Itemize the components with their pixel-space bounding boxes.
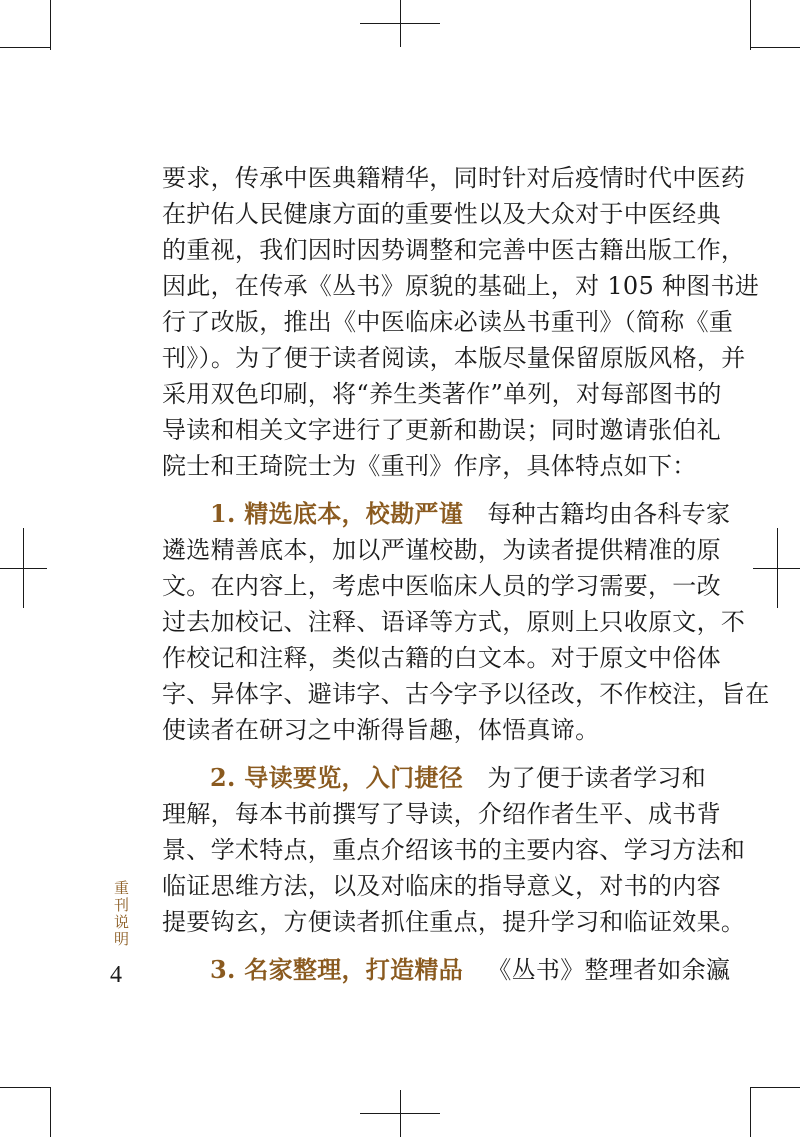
paragraph-line: 要求，传承中医典籍精华，同时针对后疫情时代中医药 — [162, 164, 746, 192]
crop-mark — [50, 1087, 51, 1137]
crop-mark — [750, 47, 800, 48]
paragraph-line: 刊》）。为了便于读者阅读，本版尽量保留原版风格，并 — [162, 344, 746, 372]
section-first-line — [162, 496, 731, 532]
paragraph-line: 过去加校记、注释、语译等方式，原则上只收原文，不 — [162, 608, 746, 636]
section-text: 为了便于读者学习和 — [487, 764, 707, 792]
paragraph-line: 景、学术特点，重点介绍该书的主要内容、学习方法和 — [162, 836, 746, 864]
paragraph-line: 导读和相关文字进行了更新和勘误；同时邀请张伯礼 — [162, 416, 721, 444]
crop-mark — [0, 1087, 50, 1088]
running-section-label: 重刊说明 — [112, 880, 130, 948]
paragraph-line: 文。在内容上，考虑中医临床人员的学习需要，一改 — [162, 572, 721, 600]
crop-mark — [400, 0, 401, 47]
crop-mark — [50, 0, 51, 50]
paragraph-line: 因此，在传承《丛书》原貌的基础上，对 105 种图书进 — [162, 272, 760, 300]
section-heading: 2. 导读要览，入门捷径 — [210, 763, 464, 792]
section-first-line — [162, 952, 731, 988]
paragraph-line: 作校记和注释，类似古籍的白文本。对于原文中俗体 — [162, 644, 721, 672]
paragraph-line: 采用双色印刷，将“养生类著作”单列，对每部图书的 — [162, 380, 722, 408]
crop-mark — [400, 1090, 401, 1137]
paragraph-line: 院士和王琦院士为《重刊》作序，具体特点如下： — [162, 452, 697, 480]
crop-mark — [0, 47, 50, 48]
paragraph-line: 遴选精善底本，加以严谨校勘，为读者提供精准的原 — [162, 536, 721, 564]
paragraph-line: 使读者在研习之中渐得旨趣，体悟真谛。 — [162, 716, 600, 744]
section-text: 《丛书》整理者如余瀛 — [487, 956, 731, 984]
section-heading: 3. 名家整理，打造精品 — [210, 955, 464, 984]
paragraph-line: 的重视，我们因时因势调整和完善中医古籍出版工作， — [162, 236, 746, 264]
paragraph-line: 字、异体字、避讳字、古今字予以径改，不作校注，旨在 — [162, 680, 770, 708]
crop-mark — [23, 528, 24, 608]
paragraph-line: 临证思维方法，以及对临床的指导意义，对书的内容 — [162, 872, 721, 900]
page-body — [162, 160, 770, 988]
crop-mark — [777, 528, 778, 608]
paragraph-line: 理解，每本书前撰写了导读，介绍作者生平、成书背 — [162, 800, 721, 828]
section-text: 每种古籍均由各科专家 — [487, 500, 731, 528]
crop-mark — [750, 0, 751, 50]
crop-mark — [750, 1087, 751, 1137]
paragraph-line: 在护佑人民健康方面的重要性以及大众对于中医经典 — [162, 200, 721, 228]
section-first-line — [162, 760, 707, 796]
crop-mark — [750, 1087, 800, 1088]
paragraph-line: 行了改版，推出《中医临床必读丛书重刊》（简称《重 — [162, 308, 734, 336]
paragraph-line: 提要钩玄，方便读者抓住重点，提升学习和临证效果。 — [162, 908, 746, 936]
page-number: 4 — [110, 962, 122, 988]
section-heading: 1. 精选底本，校勘严谨 — [210, 499, 464, 528]
